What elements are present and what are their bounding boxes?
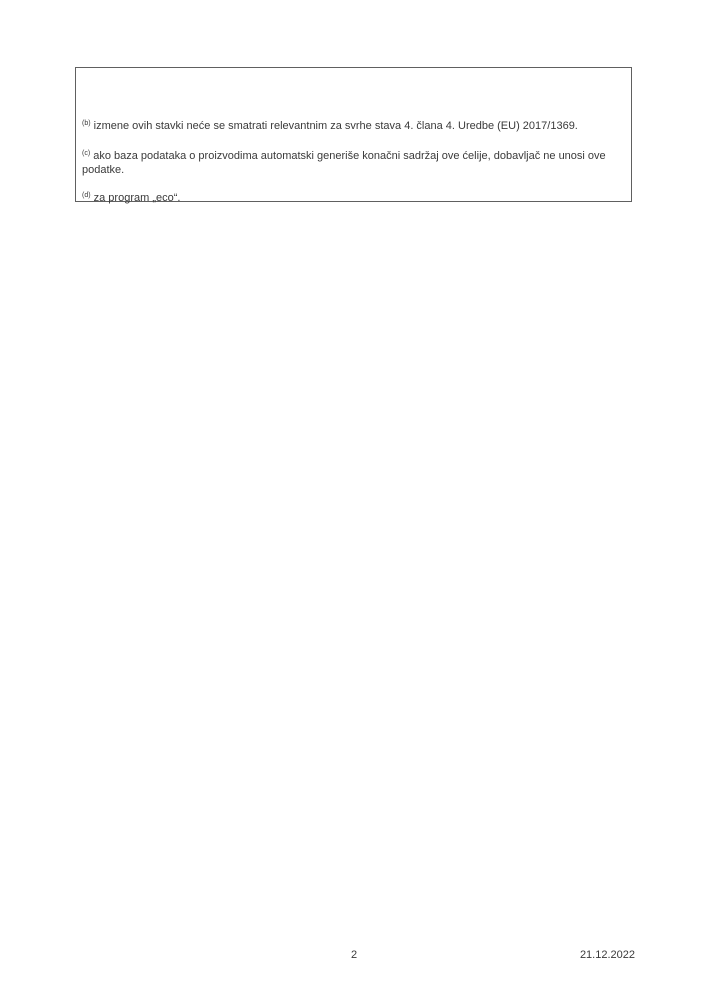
footnote-d	[82, 191, 621, 205]
footnote-b-text: izmene ovih stavki neće se smatrati relevantnim za svrhe stava 4. člana 4. Uredbe (EU) 2017/1369.	[93, 120, 578, 132]
footnote-b-marker: (b)	[82, 120, 91, 127]
footnote-c-text: ako baza podataka o proizvodima automatski generiše konačni sadržaj ove ćelije, dobavljač ne unosi ove podatke.	[82, 150, 606, 176]
footnote-b	[82, 119, 621, 133]
footnotes-box	[75, 67, 632, 202]
footnote-c-marker: (c)	[82, 150, 91, 157]
footnote-d-marker: (d)	[82, 192, 91, 199]
footnote-c	[82, 149, 621, 177]
page-number: 2	[350, 949, 358, 961]
footnote-d-text: za program „eco“.	[93, 192, 181, 204]
date-stamp: 21.12.2022	[579, 949, 635, 961]
